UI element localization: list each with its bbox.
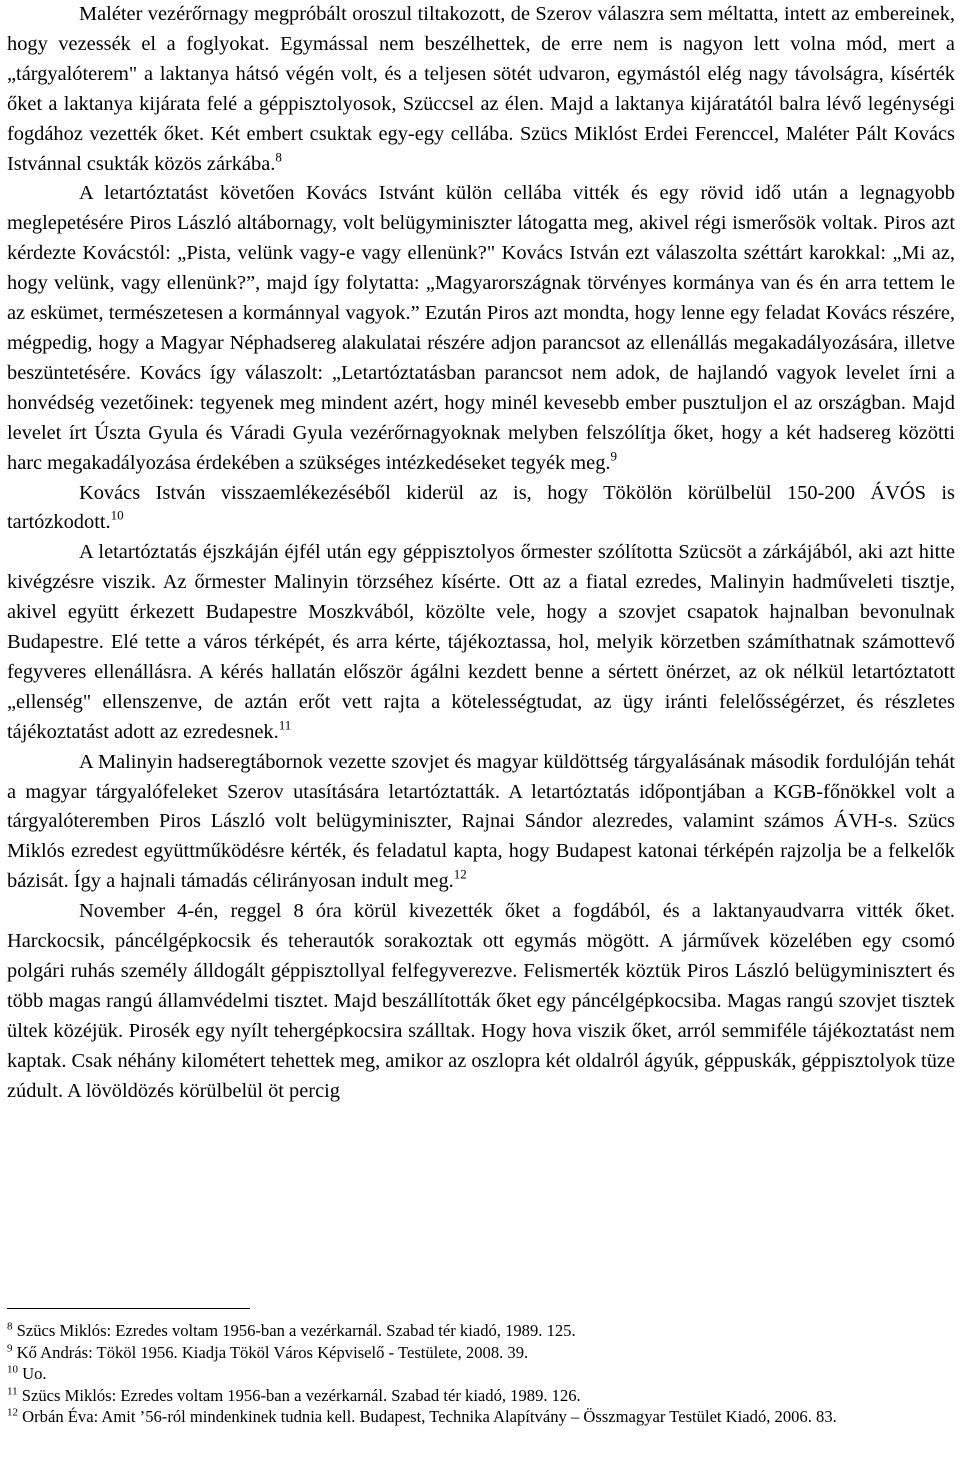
footnote-text: Szücs Miklós: Ezredes voltam 1956-ban a vezérkarnál. Szabad tér kiadó, 1989. 125. (16, 1321, 576, 1340)
footnote-ref[interactable]: 8 (275, 149, 282, 165)
body-text (7, 0, 955, 1107)
paragraph (7, 479, 955, 539)
paragraph (7, 538, 955, 747)
paragraph (7, 748, 955, 898)
footnote-text: Kő András: Tököl 1956. Kiadja Tököl Város Képviselő - Testülete, 2008. 39. (16, 1342, 529, 1362)
footnote (7, 1363, 950, 1385)
paragraph-text: A Malinyin hadseregtábornok vezette szovjet és magyar küldöttség tárgyalásának második fordulóján tehát a magyar tárgyalófeleket Szerov utasítására letartóztatták. A letartóztatás időpontjában a KGB-főnökkel volt a tárgyalóteremben Piros László volt belügyminiszter, Rajnai Sándor alezredes, valamint számos ÁVH-s. Szücs Miklós ezredest együttműködésre kérték, és feladatul kapta, hogy Budapest katonai térképén rajzolja be a felkelők bázisát. Így a hajnali támadás célirányosan indult meg. (7, 750, 955, 893)
footnote-ref[interactable]: 10 (110, 507, 124, 523)
paragraph-text: A letartóztatást követően Kovács Istvánt külön cellába vitték és egy rövid idő után a legnagyobb meglepetésére Piros László altábornagy, volt belügyminiszter látogatta meg, akivel régi ismerősök voltak. Piros azt kérdezte Kovácstól: „Pista, velünk vagy-e vagy ellenünk?" Kovács István ezt válaszolta széttárt karokkal: „Mi az, hogy velünk, vagy ellenünk?”, majd így folytatta: „Magyarországnak törvényes kormánya van és én arra tettem le az eskümet, természetesen a kormánnyal vagyok.” Ezután Piros azt mondta, hogy lenne egy feladat Kovács részére, mégpedig, hogy a Magyar Néphadsereg alakulatai részére adjon parancsot az ellenállás megakadályozására, illetve beszüntetésére. Kovács így válaszolt: „Letartóztatásban parancsot nem adok, de hajlandó vagyok levelet írni a honvédség vezetőinek: tegyenek meg mindent azért, hogy minél kevesebb ember pusztuljon el az országban. Majd levelet írt Úszta Gyula és Váradi Gyula vezérőrnagyoknak melyben felszólítja őket, hogy a két hadsereg közötti harc megakadályozása érdekében a szükséges intézkedéseket tegyék meg. (7, 182, 955, 474)
footnotes (7, 1320, 950, 1428)
footnote-number: 8 (7, 1320, 13, 1333)
footnote-separator (7, 1308, 250, 1309)
footnote-number: 10 (7, 1363, 18, 1376)
footnote-ref[interactable]: 9 (610, 448, 617, 464)
footnote (7, 1342, 950, 1364)
footnote-ref[interactable]: 12 (453, 866, 467, 882)
footnote-text: Uo. (22, 1364, 47, 1384)
paragraph-text: A letartóztatás éjszkáján éjfél után egy géppisztolyos őrmester szólította Szücsöt a zárkájából, aki azt hitte kivégzésre viszik. Az őrmester Malinyin törzséhez kísérte. Ott az a fiatal ezredes, Malinyin hadműveleti tisztje, akivel együtt érkezett Budapestre Moszkvából, közölte vele, hogy a szovjet csapatok hajnalban bevonulnak Budapestre. Elé tette a város térképét, és arra kérte, tájékoztassa, hol, melyik körzetben számíthatnak számottevő fegyveres ellenállásra. A kérés hallatán először ágálni kezdett benne a sértett önérzet, az ok nélkül letartóztatott „ellenség" ellenszenve, de aztán erőt vett rajta a kötelességtudat, az ügy iránti felelősségérzet, és részletes tájékoztatást adott az ezredesnek. (7, 541, 955, 743)
paragraph (7, 897, 955, 1106)
paragraph (7, 0, 955, 179)
footnote-text: Szücs Miklós: Ezredes voltam 1956-ban a vezérkarnál. Szabad tér kiadó, 1989. 126. (21, 1385, 581, 1405)
footnote-text: Orbán Éva: Amit ’56-ról mindenkinek tudnia kell. Budapest, Technika Alapítvány – Összmagyar Testület Kiadó, 2006. 83. (22, 1407, 837, 1427)
paragraph (7, 179, 955, 478)
footnote (7, 1406, 950, 1428)
footnote-number: 9 (7, 1342, 13, 1354)
footnote (7, 1385, 950, 1407)
footnote-number: 12 (7, 1406, 18, 1419)
footnote-number: 11 (7, 1385, 18, 1398)
footnote-ref[interactable]: 11 (278, 717, 292, 733)
paragraph-text: Kovács István visszaemlékezéséből kiderül az is, hogy Tökölön körülbelül 150-200 ÁVÓS is tartózkodott. (7, 481, 955, 534)
footnote (7, 1320, 950, 1342)
paragraph-text: Maléter vezérőrnagy megpróbált oroszul tiltakozott, de Szerov válaszra sem méltatta, intett az embereinek, hogy vezessék el a foglyokat. Egymással nem beszélhettek, de erre nem is nagyon lett volna mód, mert a „tárgyalóterem" a laktanya hátsó végén volt, és a teljesen sötét udvaron, egymástól elég nagy távolságra, kísérték őket a laktanya kijárata felé a géppisztolyosok, Szüccsel az élen. Majd a laktanya kijáratától balra lévő legénységi fogdához vezették őket. Két embert csuktak egy-egy cellába. Szücs Miklóst Erdei Ferenccel, Maléter Pált Kovács Istvánnal csukták közös zárkába. (7, 3, 955, 175)
paragraph-text: November 4-én, reggel 8 óra körül kivezették őket a fogdából, és a laktanyaudvarra vitték őket. Harckocsik, páncélgépkocsik és teherautók sorakoztak ott egymás mögött. A járművek közelében egy csomó polgári ruhás személy álldogált géppisztollyal felfegyverezve. Felismerték köztük Piros László belügyminisztert és több magas rangú államvédelmi tisztet. Majd beszállították őket egy páncélgépkocsiba. Magas rangú szovjet tisztek ültek közéjük. Pirosék egy nyílt tehergépkocsira szálltak. Hogy hova viszik őket, arról semmiféle tájékoztatást nem kaptak. Csak néhány kilométert tehettek meg, amikor az oszlopra két oldalról ágyúk, géppuskák, géppisztolyok tüze zúdult. A lövöldözés körülbelül öt percig (7, 900, 955, 1102)
